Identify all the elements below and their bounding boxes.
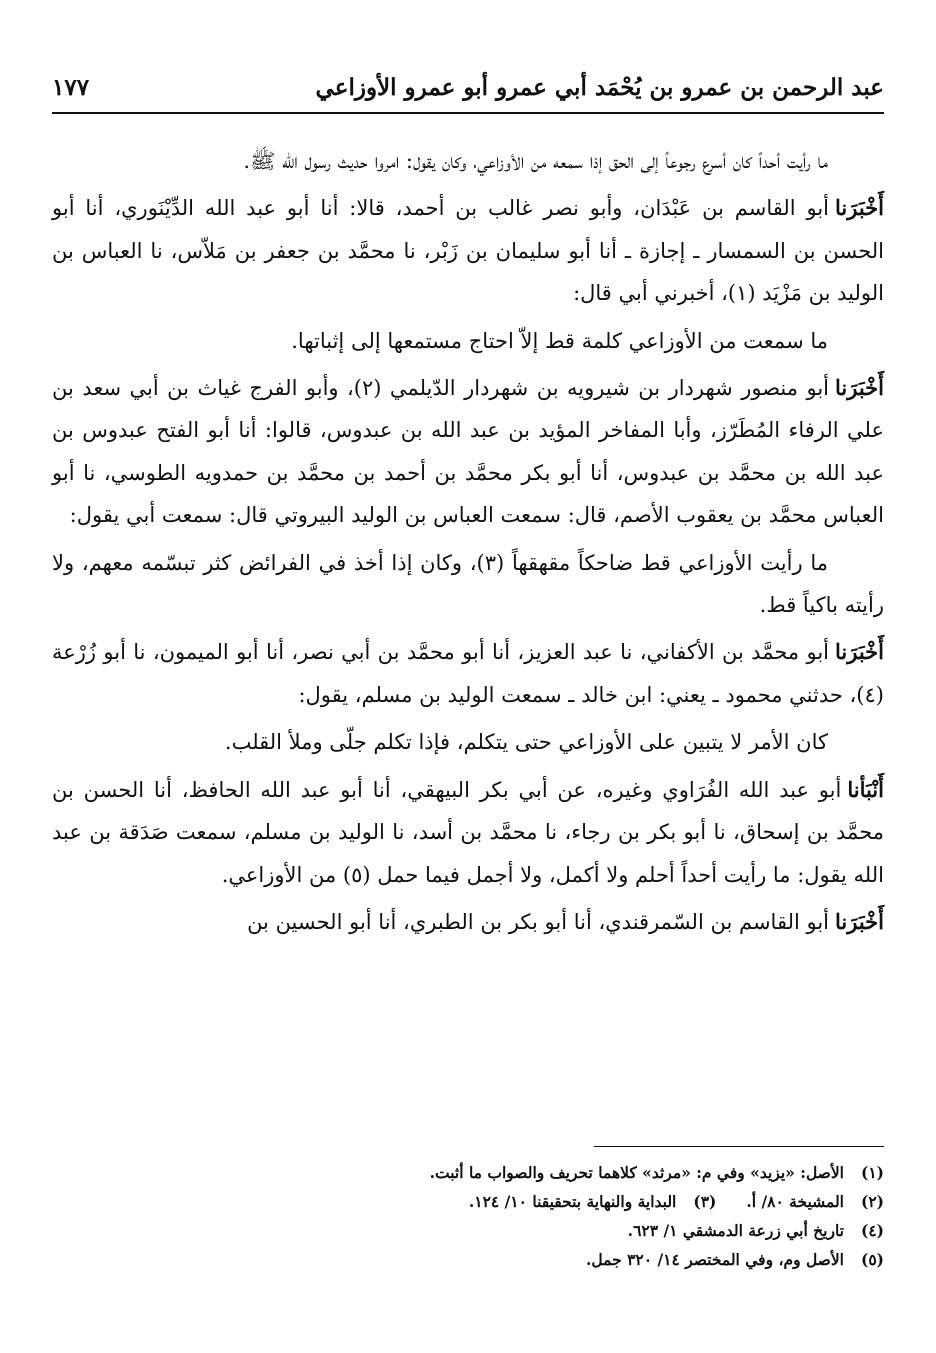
footnote-separator [594, 1146, 884, 1147]
quote-paragraph: ما رأيت أحداً كان أسرع رجوعاً إلى الحق إذا سمعه من الأوزاعي، وكان يقول: امروا حديث رسول الله ﷺ. [243, 149, 828, 173]
footnote-text: الأصل وم، وفي المختصر ١٤/ ٣٢٠ جمل. [586, 1250, 844, 1269]
footnotes [52, 1158, 884, 1274]
narration-keyword: أَخْبَرَنا [835, 375, 884, 401]
isnad-text: أبو محمَّد بن الأكفاني، نا عبد العزيز، أنا أبو محمَّد بن أبي نصر، أنا أبو الميمون، نا أبو زُرْعة (٤)، حدثني محمود ـ يعني: ابن خالد ـ سمعت الوليد بن مسلم، يقول: [52, 640, 884, 707]
footnote-text: الأصل: «يزيد» وفي م: «مرثد» كلاهما تحريف والصواب ما أثبت. [429, 1163, 844, 1182]
footnote-5 [52, 1245, 884, 1274]
footnote-text: المشيخة ٨٠/ أ. [746, 1192, 844, 1211]
footnote-2-3 [52, 1187, 884, 1216]
main-text [52, 140, 884, 943]
narration-keyword: أَخْبَرَنا [835, 195, 884, 221]
isnad-text: أبو القاسم بن السّمرقندي، أنا أبو بكر بن الطبري، أنا أبو الحسين بن [247, 909, 830, 934]
footnote-number: (٢) [860, 1192, 884, 1211]
isnad-paragraph [52, 769, 884, 896]
footnote-text: تاريخ أبي زرعة الدمشقي ١/ ٦٢٣. [627, 1221, 844, 1240]
isnad-paragraph [52, 631, 884, 716]
quote-paragraph: ما سمعت من الأوزاعي كلمة قط إلاّ احتاج مستمعها إلى إثباتها. [291, 328, 828, 353]
isnad-paragraph [52, 367, 884, 537]
narration-keyword: أَخْبَرَنا [835, 908, 884, 934]
footnote-4 [52, 1216, 884, 1245]
isnad-paragraph [52, 187, 884, 314]
isnad-text: أبو عبد الله الفُرَاوي وغيره، عن أبي بكر البيهقي، أنا أبو عبد الله الحافظ، أنا الحسن بن محمَّد بن إسحاق، نا أبو بكر بن رجاء، نا محمَّد بن أسد، نا الوليد بن مسلم، سمعت صَدَقة بن عبد الله يقول: ما رأيت أحداً أحلم ولا أكمل، ولا أجمل فيما حمل (٥) من الأوزاعي. [52, 777, 884, 887]
footnote-1 [52, 1158, 884, 1187]
footnote-3 [469, 1187, 717, 1216]
page-header [52, 70, 884, 114]
footnote-number: (٤) [860, 1221, 884, 1240]
footnote-number: (٥) [860, 1250, 884, 1269]
running-title: عبد الرحمن بن عمرو بن يُحْمَد أبي عمرو أبو عمرو الأوزاعي [315, 74, 884, 101]
narration-keyword: أَخْبَرَنا [835, 639, 884, 665]
quote-paragraph: ما رأيت الأوزاعي قط ضاحكاً مقهقهاً (٣)، وكان إذا أخذ في الفرائض كثر تبسّمه معهم، ولا رأيته باكياً قط. [52, 550, 884, 618]
isnad-paragraph [52, 901, 884, 943]
quote-paragraph: كان الأمر لا يتبين على الأوزاعي حتى يتكلم، فإذا تكلم جلّى وملأ القلب. [224, 730, 828, 755]
isnad-text: أبو منصور شهردار بن شيرويه بن شهردار الدّيلمي (٢)، وأبو الفرج غياث بن أبي سعد بن علي الرفاء المُطَرّز، وأبا المفاخر المؤيد بن عبد الله بن عبدوس، قالوا: أنا أبو الفتح عبدوس بن عبد الله بن محمَّد بن عبدوس، أنا أبو بكر محمَّد بن أحمد بن محمَّد بن حمدويه الطوسي، نا أبو العباس محمَّد بن يعقوب الأصم، قال: سمعت العباس بن الوليد البيروتي قال: سمعت أبي يقول: [52, 376, 884, 528]
footnote-number: (٣) [693, 1192, 717, 1211]
page-number: ١٧٧ [52, 74, 90, 101]
footnote-text: البداية والنهاية بتحقيقنا ١٠/ ١٢٤. [468, 1192, 677, 1211]
footnote-number: (١) [860, 1163, 884, 1182]
isnad-text: أبو القاسم بن عَبْدَان، وأبو نصر غالب بن أحمد، قالا: أنا أبو عبد الله الدِّيْنَوري، أنا أبو الحسن بن السمسار ـ إجازة ـ أنا أبو سليمان بن زَبْر، نا محمَّد بن جعفر بن مَلاّس، نا العباس بن الوليد بن مَزْيَد (١)، أخبرني أبي قال: [52, 196, 884, 306]
narration-keyword: أَنْبَأنا [847, 776, 884, 802]
